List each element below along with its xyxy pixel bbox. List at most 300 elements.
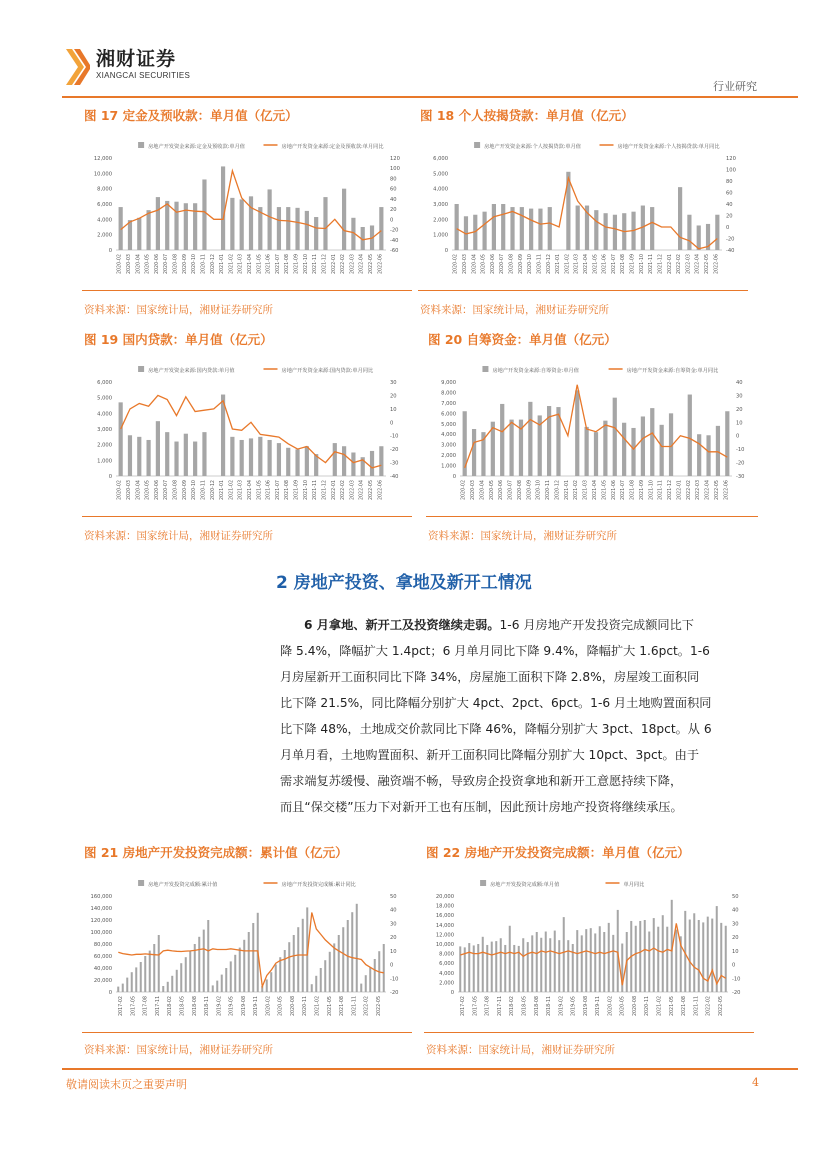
chart-legend xyxy=(138,366,373,374)
x-tick-label: 2018-02 xyxy=(168,996,174,1017)
x-tick-label: 2020-09 xyxy=(182,254,188,275)
y-right-tick: 10 xyxy=(736,420,743,427)
y-right-tick: 120 xyxy=(726,156,736,162)
x-tick-label: 2021-08 xyxy=(340,996,346,1017)
x-tick-label: 2018-05 xyxy=(180,996,186,1017)
x-tick-label: 2022-05 xyxy=(705,254,711,275)
x-tick-label: 2022-05 xyxy=(369,254,375,275)
bar xyxy=(622,423,626,476)
x-tick-label: 2021-04 xyxy=(248,480,253,501)
y-right-tick: 0 xyxy=(390,420,394,427)
y-right-tick: 40 xyxy=(732,907,739,914)
legend-bar-label: 房地产开发投资完成额:累计值 xyxy=(148,882,218,888)
bar xyxy=(277,207,281,250)
y-left-tick: 2,000 xyxy=(439,980,454,987)
x-tick-label: 2021-04 xyxy=(248,254,253,275)
bar xyxy=(576,930,578,992)
bar xyxy=(249,438,253,476)
logo-icon xyxy=(64,47,90,87)
x-tick-label: 2018-08 xyxy=(192,996,198,1017)
paragraph-text: 而且“保交楼”压力下对新开工也有压制，因此预计房地产投资将继续承压。 xyxy=(280,800,683,814)
x-tick-label: 2020-02 xyxy=(117,480,123,501)
bar xyxy=(174,202,178,250)
bar xyxy=(284,950,286,992)
x-tick-label: 2021-06 xyxy=(602,254,608,275)
chart-legend xyxy=(138,880,356,888)
y-right-tick: 100 xyxy=(726,167,736,174)
bar xyxy=(662,915,664,992)
x-tick-label: 2022-03 xyxy=(350,480,356,501)
bar xyxy=(342,927,344,992)
x-tick-label: 2020-04 xyxy=(472,254,478,275)
x-tick-label: 2021-11 xyxy=(313,254,319,275)
bar xyxy=(531,935,533,992)
x-tick-label: 2020-12 xyxy=(210,480,216,501)
x-tick-label: 2020-02 xyxy=(608,996,614,1017)
bar xyxy=(563,917,565,992)
bar xyxy=(202,179,206,250)
bar xyxy=(697,225,701,250)
x-tick-label: 2020-02 xyxy=(461,480,467,501)
bar xyxy=(716,426,720,476)
bar xyxy=(174,442,178,476)
paragraph-line xyxy=(280,742,766,768)
bar xyxy=(258,437,262,476)
x-tick-label: 2020-03 xyxy=(471,480,477,501)
footer-divider xyxy=(62,1068,798,1070)
x-tick-label: 2022-02 xyxy=(706,996,712,1017)
x-tick-label: 2022-03 xyxy=(350,254,356,275)
bar xyxy=(140,962,142,992)
bar xyxy=(698,920,700,992)
x-tick-label: 2021-07 xyxy=(611,254,617,275)
bar xyxy=(234,955,236,992)
y-right-tick: 40 xyxy=(736,380,743,386)
bar xyxy=(268,440,272,476)
x-tick-label: 2021-01 xyxy=(556,254,562,275)
bar xyxy=(594,933,596,992)
x-tick-label: 2020-07 xyxy=(164,254,170,275)
x-tick-label: 2019-02 xyxy=(217,996,223,1017)
bar xyxy=(374,959,376,992)
x-tick-label: 2022-02 xyxy=(686,480,692,501)
x-tick-label: 2020-11 xyxy=(537,254,543,275)
x-tick-label: 2020-04 xyxy=(136,254,142,275)
chart-legend xyxy=(482,366,718,374)
bar xyxy=(207,920,209,992)
y-right-tick: 50 xyxy=(732,894,739,900)
section-title: 2 房地产投资、拿地及新开工情况 xyxy=(276,573,532,593)
y-right-tick: 20 xyxy=(726,213,733,220)
y-left-tick: 0 xyxy=(108,990,112,996)
bar xyxy=(216,981,218,992)
y-left-tick: 20,000 xyxy=(435,894,454,900)
bar xyxy=(156,197,160,250)
bar xyxy=(149,951,151,992)
bar xyxy=(305,446,309,476)
bar xyxy=(599,926,601,992)
figure-21-chart xyxy=(82,868,412,1033)
x-tick-label: 2020-11 xyxy=(546,480,552,501)
bar xyxy=(725,411,729,476)
y-right-tick: 30 xyxy=(390,921,397,928)
bar xyxy=(167,982,169,992)
bar xyxy=(268,189,272,250)
y-right-tick: 10 xyxy=(390,406,397,413)
bar xyxy=(338,935,340,992)
x-tick-label: 2021-09 xyxy=(630,254,636,275)
bar xyxy=(146,440,150,476)
bar xyxy=(548,207,552,250)
x-tick-label: 2021-05 xyxy=(327,996,333,1017)
x-tick-label: 2022-01 xyxy=(331,253,337,275)
bar xyxy=(266,979,268,992)
paragraph-text: 月单月看，土地购置面积、新开工面积同比降幅分别扩大 10pct、3pct。由于 xyxy=(280,748,700,762)
x-tick-label: 2022-03 xyxy=(696,480,702,501)
figure-18-chart xyxy=(418,130,748,291)
x-tick-label: 2020-08 xyxy=(509,254,515,275)
x-tick-label: 2020-12 xyxy=(546,254,552,275)
y-right-tick: 20 xyxy=(390,207,397,214)
x-tick-label: 2017-08 xyxy=(143,996,149,1017)
bar xyxy=(725,926,727,992)
bar xyxy=(333,443,337,476)
x-tick-label: 2022-04 xyxy=(705,480,711,501)
y-left-tick: 5,000 xyxy=(97,395,112,402)
x-tick-label: 2021-05 xyxy=(257,480,263,501)
x-tick-label: 2020-05 xyxy=(145,480,151,501)
x-tick-label: 2021-11 xyxy=(649,254,655,275)
bar xyxy=(650,408,654,476)
x-tick-label: 2019-08 xyxy=(583,996,589,1017)
bar xyxy=(119,402,123,476)
paragraph-text: 比下降 21.5%，同比降幅分别扩大 4pct、2pct、6pct。1-6 月土地购置面积同 xyxy=(280,696,712,710)
y-right-tick: -20 xyxy=(390,227,399,234)
figure-20-svg xyxy=(426,354,758,516)
header-divider xyxy=(62,96,798,98)
paragraph-line xyxy=(280,768,766,794)
bar xyxy=(221,166,225,250)
x-tick-label: 2021-08 xyxy=(621,254,627,275)
chart-legend xyxy=(480,880,644,888)
bar xyxy=(365,975,367,992)
x-tick-label: 2020-12 xyxy=(210,254,216,275)
bar xyxy=(482,937,484,992)
bar xyxy=(351,912,353,992)
bar xyxy=(648,932,650,992)
y-right-tick: -20 xyxy=(390,447,399,454)
y-left-tick: 140,000 xyxy=(90,906,112,912)
x-tick-label: 2022-05 xyxy=(714,480,720,501)
x-tick-label: 2020-06 xyxy=(154,254,160,275)
paragraph-text: 需求端复苏缓慢、融资端不畅，导致房企投资拿地和新开工意愿持续下降， xyxy=(280,774,683,788)
x-tick-label: 2021-01 xyxy=(220,254,226,275)
bar xyxy=(689,920,691,992)
y-right-tick: 0 xyxy=(736,433,740,440)
x-tick-label: 2022-04 xyxy=(695,254,701,275)
bar xyxy=(342,446,346,476)
x-tick-label: 2020-09 xyxy=(527,480,533,501)
x-tick-label: 2020-04 xyxy=(136,480,142,501)
figure-19-chart xyxy=(82,354,412,517)
y-left-tick: 8,000 xyxy=(439,951,454,958)
y-left-tick: 2,000 xyxy=(97,442,112,449)
bar xyxy=(678,187,682,250)
bar xyxy=(288,942,290,992)
y-left-tick: 9,000 xyxy=(441,380,456,386)
y-left-tick: 0 xyxy=(450,990,454,996)
x-tick-label: 2021-12 xyxy=(322,480,328,501)
y-left-tick: 10,000 xyxy=(435,942,454,948)
x-tick-label: 2020-06 xyxy=(490,254,496,275)
x-tick-label: 2017-02 xyxy=(119,996,125,1017)
x-tick-label: 2020-11 xyxy=(201,480,207,501)
y-right-tick: 10 xyxy=(390,948,397,955)
y-left-tick: 5,000 xyxy=(433,171,448,178)
bar xyxy=(184,434,188,476)
x-tick-label: 2021-12 xyxy=(658,254,664,275)
x-tick-label: 2021-11 xyxy=(658,480,664,501)
x-tick-label: 2021-03 xyxy=(238,254,244,275)
x-tick-label: 2018-08 xyxy=(534,996,540,1017)
x-tick-label: 2020-08 xyxy=(173,254,179,275)
y-right-tick: -30 xyxy=(390,460,399,467)
figure-17-chart xyxy=(82,130,412,291)
bar xyxy=(687,215,691,250)
bar xyxy=(500,404,504,476)
figure-17-source: 资料来源：国家统计局，湘财证券研究所 xyxy=(84,304,273,316)
bar xyxy=(369,967,371,992)
figure-19-title: 图 19 国内贷款：单月值（亿元） xyxy=(84,332,273,347)
bar xyxy=(715,215,719,250)
x-tick-label: 2021-05 xyxy=(602,480,608,501)
x-tick-label: 2018-02 xyxy=(510,996,516,1017)
x-tick-label: 2022-01 xyxy=(667,253,673,275)
y-right-tick: -40 xyxy=(390,474,399,480)
y-left-tick: 4,000 xyxy=(433,186,448,193)
bar xyxy=(156,421,160,476)
bar xyxy=(351,453,355,477)
paragraph-text: 比下降 48%，土地成交价款同比下降 46%，降幅分别扩大 3pct、18pct。从 6 xyxy=(280,722,712,736)
x-tick-label: 2018-11 xyxy=(205,996,211,1017)
legend-bar-swatch xyxy=(138,366,144,372)
y-left-tick: 6,000 xyxy=(441,411,456,418)
bar xyxy=(128,220,132,250)
x-tick-label: 2021-10 xyxy=(303,480,309,501)
x-tick-label: 2020-11 xyxy=(201,254,207,275)
x-tick-label: 2021-10 xyxy=(303,254,309,275)
bar xyxy=(639,921,641,992)
x-tick-label: 2021-04 xyxy=(584,254,589,275)
y-left-tick: 4,000 xyxy=(97,217,112,224)
y-left-tick: 3,000 xyxy=(97,427,112,433)
bar xyxy=(221,975,223,992)
x-tick-label: 2020-10 xyxy=(528,254,534,275)
bar xyxy=(716,906,718,992)
x-tick-label: 2022-06 xyxy=(378,254,384,275)
bar xyxy=(202,432,206,476)
y-right-tick: 0 xyxy=(390,217,394,224)
x-tick-label: 2019-08 xyxy=(241,996,247,1017)
bar xyxy=(455,204,459,250)
bar xyxy=(305,211,309,250)
bar xyxy=(527,942,529,992)
x-tick-label: 2021-07 xyxy=(275,480,281,501)
y-left-tick: 0 xyxy=(108,474,112,480)
x-tick-label: 2020-02 xyxy=(266,996,272,1017)
y-right-tick: 60 xyxy=(390,186,397,193)
y-left-tick: 2,000 xyxy=(433,217,448,224)
y-left-tick: 0 xyxy=(444,248,448,254)
x-tick-label: 2017-08 xyxy=(485,996,491,1017)
x-tick-label: 2021-08 xyxy=(285,480,291,501)
bar xyxy=(277,443,281,476)
y-left-tick: 40,000 xyxy=(93,966,112,972)
y-left-tick: 1,000 xyxy=(433,232,448,239)
y-left-tick: 0 xyxy=(108,248,112,254)
bar xyxy=(613,398,617,476)
bar xyxy=(248,932,250,992)
bar xyxy=(536,932,538,992)
bar xyxy=(572,944,574,992)
x-tick-label: 2020-05 xyxy=(278,996,284,1017)
bar xyxy=(176,970,178,992)
x-tick-label: 2021-02 xyxy=(229,254,235,275)
x-tick-label: 2022-01 xyxy=(677,480,683,501)
x-tick-label: 2022-05 xyxy=(369,480,375,501)
bar xyxy=(198,937,200,992)
x-tick-label: 2017-05 xyxy=(131,996,137,1017)
bar xyxy=(500,938,502,992)
section-paragraph xyxy=(280,612,766,820)
figure-18-title: 图 18 个人按揭贷款：单月值（亿元） xyxy=(420,108,634,123)
x-tick-label: 2017-11 xyxy=(155,996,161,1017)
x-tick-label: 2022-06 xyxy=(724,480,730,501)
x-tick-label: 2022-01 xyxy=(331,480,337,501)
x-tick-label: 2021-05 xyxy=(669,996,675,1017)
paragraph-lead: 6 月拿地、新开工及投资继续走弱。 xyxy=(304,618,500,632)
x-tick-label: 2021-02 xyxy=(315,996,321,1017)
figure-21-source: 资料来源：国家统计局，湘财证券研究所 xyxy=(84,1044,273,1056)
x-tick-label: 2019-11 xyxy=(254,996,260,1017)
y-right-tick: -10 xyxy=(390,976,399,983)
bar xyxy=(650,207,654,250)
bar xyxy=(275,964,277,992)
bar xyxy=(158,935,160,992)
y-right-tick: 20 xyxy=(390,935,397,942)
x-tick-label: 2020-07 xyxy=(500,254,506,275)
bar xyxy=(538,209,542,250)
bar xyxy=(545,932,547,992)
y-left-tick: 20,000 xyxy=(93,978,112,984)
y-left-tick: 3,000 xyxy=(441,442,456,449)
x-tick-label: 2021-08 xyxy=(682,996,688,1017)
y-right-tick: 80 xyxy=(390,176,397,183)
bar xyxy=(554,931,556,992)
x-tick-label: 2022-06 xyxy=(714,254,720,275)
y-left-tick: 6,000 xyxy=(97,380,112,386)
x-tick-label: 2020-03 xyxy=(126,480,132,501)
figure-17-title: 图 17 定金及预收款：单月值（亿元） xyxy=(84,108,298,123)
y-left-tick: 3,000 xyxy=(433,202,448,208)
bar xyxy=(567,940,569,992)
bar xyxy=(558,940,560,992)
bar xyxy=(137,218,141,250)
x-tick-label: 2020-06 xyxy=(154,480,160,501)
y-right-tick: -20 xyxy=(726,236,735,243)
bar xyxy=(612,935,614,992)
y-left-tick: 4,000 xyxy=(441,432,456,439)
legend-line-label: 房地产开发资金来源:国内贷款:单月同比 xyxy=(281,368,374,374)
x-tick-label: 2020-10 xyxy=(192,254,198,275)
bar xyxy=(324,960,326,992)
x-tick-label: 2021-03 xyxy=(583,480,589,501)
y-right-tick: 30 xyxy=(736,393,743,400)
bar xyxy=(279,957,281,992)
x-tick-label: 2022-04 xyxy=(359,254,365,275)
legend-bar-swatch xyxy=(480,880,486,886)
legend-line-label: 房地产开发资金来源:定金及预收款:单月同比 xyxy=(281,144,384,150)
bar xyxy=(165,201,169,250)
bar xyxy=(603,421,607,476)
bar xyxy=(311,984,313,992)
x-tick-label: 2019-11 xyxy=(596,996,602,1017)
y-left-tick: 1,000 xyxy=(97,458,112,465)
bar xyxy=(657,927,659,992)
bar xyxy=(225,968,227,992)
bar xyxy=(660,425,664,476)
bar xyxy=(243,940,245,992)
y-right-tick: 30 xyxy=(732,921,739,928)
bar xyxy=(252,923,254,992)
bar xyxy=(641,416,645,476)
y-right-tick: -20 xyxy=(390,990,399,996)
bar xyxy=(711,919,713,992)
bar xyxy=(137,437,141,476)
bar xyxy=(286,207,290,250)
bar xyxy=(194,944,196,992)
bar xyxy=(594,210,598,250)
y-right-tick: -40 xyxy=(390,237,399,244)
bar xyxy=(477,944,479,992)
x-tick-label: 2020-09 xyxy=(182,480,188,501)
bar xyxy=(482,212,486,250)
bar xyxy=(315,976,317,992)
y-right-tick: 40 xyxy=(726,202,733,208)
y-right-tick: -20 xyxy=(732,990,741,996)
y-left-tick: 8,000 xyxy=(97,186,112,193)
x-tick-label: 2021-07 xyxy=(275,254,281,275)
bar xyxy=(575,390,579,476)
y-right-tick: 10 xyxy=(732,948,739,955)
y-left-tick: 2,000 xyxy=(441,453,456,460)
x-tick-label: 2021-05 xyxy=(593,254,599,275)
x-tick-label: 2021-06 xyxy=(266,480,272,501)
y-right-tick: 20 xyxy=(732,935,739,942)
y-right-tick: 40 xyxy=(390,907,397,914)
y-right-tick: 20 xyxy=(736,406,743,413)
bar xyxy=(153,944,155,992)
x-tick-label: 2020-09 xyxy=(518,254,524,275)
y-right-tick: -10 xyxy=(732,976,741,983)
y-right-tick: 20 xyxy=(390,393,397,400)
x-tick-label: 2022-02 xyxy=(341,254,347,275)
bar xyxy=(549,938,551,992)
x-tick-label: 2020-05 xyxy=(481,254,487,275)
x-tick-label: 2020-10 xyxy=(192,480,198,501)
figure-19-svg xyxy=(82,354,412,516)
x-tick-label: 2020-03 xyxy=(462,254,468,275)
